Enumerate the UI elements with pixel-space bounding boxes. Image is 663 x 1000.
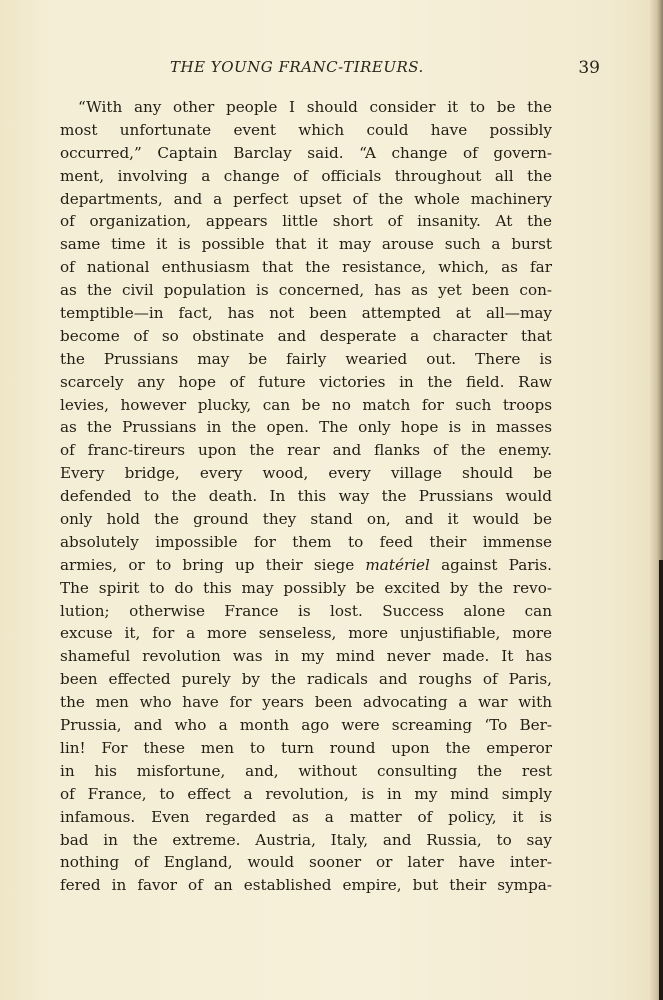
text-line: nothing of England, would sooner or later have inter- bbox=[60, 853, 552, 872]
text-line: as the Prussians in the open. The only hope is in masses bbox=[60, 418, 552, 437]
text-line: scarcely any hope of future victories in the field. Raw bbox=[60, 372, 552, 391]
text-line: lution; otherwise France is lost. Success alone can bbox=[60, 601, 552, 620]
text-line: ment, involving a change of officials throughout all the bbox=[60, 166, 552, 185]
text-line: departments, and a perfect upset of the whole machinery bbox=[60, 189, 552, 208]
text-segment: armies, or to bring up their siege bbox=[60, 555, 366, 574]
running-head bbox=[60, 58, 600, 82]
text-line: of franc-tireurs upon the rear and flanks of the enemy. bbox=[60, 441, 552, 460]
running-title: THE YOUNG FRANC-TIREURS. bbox=[170, 58, 424, 76]
text-line: as the civil population is concerned, has as yet been con- bbox=[60, 281, 552, 300]
text-line: been effected purely by the radicals and roughs of Paris, bbox=[60, 670, 552, 689]
text-line: lin! For these men to turn round upon the emperor bbox=[60, 738, 552, 757]
text-line: the men who have for years been advocating a war with bbox=[60, 693, 552, 712]
text-line: shameful revolution was in my mind never made. It has bbox=[60, 647, 552, 666]
text-line: “With any other people I should consider it to be the bbox=[78, 98, 552, 116]
italic-word: matériel bbox=[365, 555, 430, 574]
body-text bbox=[60, 96, 552, 897]
text-line: of organization, appears little short of insanity. At the bbox=[60, 212, 552, 231]
text-line: the Prussians may be fairly wearied out. There is bbox=[60, 349, 552, 368]
text-line: occurred,” Captain Barclay said. “A change of govern- bbox=[60, 143, 552, 162]
text-line: The spirit to do this may possibly be excited by the revo- bbox=[60, 578, 552, 597]
text-line: bad in the extreme. Austria, Italy, and Russia, to say bbox=[60, 830, 552, 849]
text-line: excuse it, for a more senseless, more unjustifiable, more bbox=[60, 624, 552, 643]
text-segment: against Paris. bbox=[429, 555, 552, 574]
text-line: of national enthusiasm that the resistance, which, as far bbox=[60, 258, 552, 277]
text-line: temptible—in fact, has not been attempted at all—may bbox=[60, 304, 552, 323]
text-line: infamous. Even regarded as a matter of policy, it is bbox=[60, 807, 552, 826]
text-line: levies, however plucky, can be no match for such troops bbox=[60, 395, 552, 414]
text-line: Prussia, and who a month ago were screaming ‘To Ber- bbox=[60, 716, 552, 735]
page-number: 39 bbox=[578, 58, 600, 78]
text-line-with-italic bbox=[60, 554, 552, 577]
text-line: defended to the death. In this way the Prussians would bbox=[60, 487, 552, 506]
text-line: only hold the ground they stand on, and it would be bbox=[60, 510, 552, 529]
text-line: become of so obstinate and desperate a character that bbox=[60, 326, 552, 345]
text-line: most unfortunate event which could have possibly bbox=[60, 120, 552, 139]
page-edge-binding bbox=[659, 560, 663, 1000]
text-line: Every bridge, every wood, every village should be bbox=[60, 464, 552, 483]
text-line: same time it is possible that it may arouse such a burst bbox=[60, 235, 552, 254]
text-line: fered in favor of an established empire, but their sympa- bbox=[60, 876, 552, 895]
text-line: of France, to effect a revolution, is in my mind simply bbox=[60, 784, 552, 803]
text-line: in his misfortune, and, without consulting the rest bbox=[60, 761, 552, 780]
text-line: absolutely impossible for them to feed their immense bbox=[60, 532, 552, 551]
